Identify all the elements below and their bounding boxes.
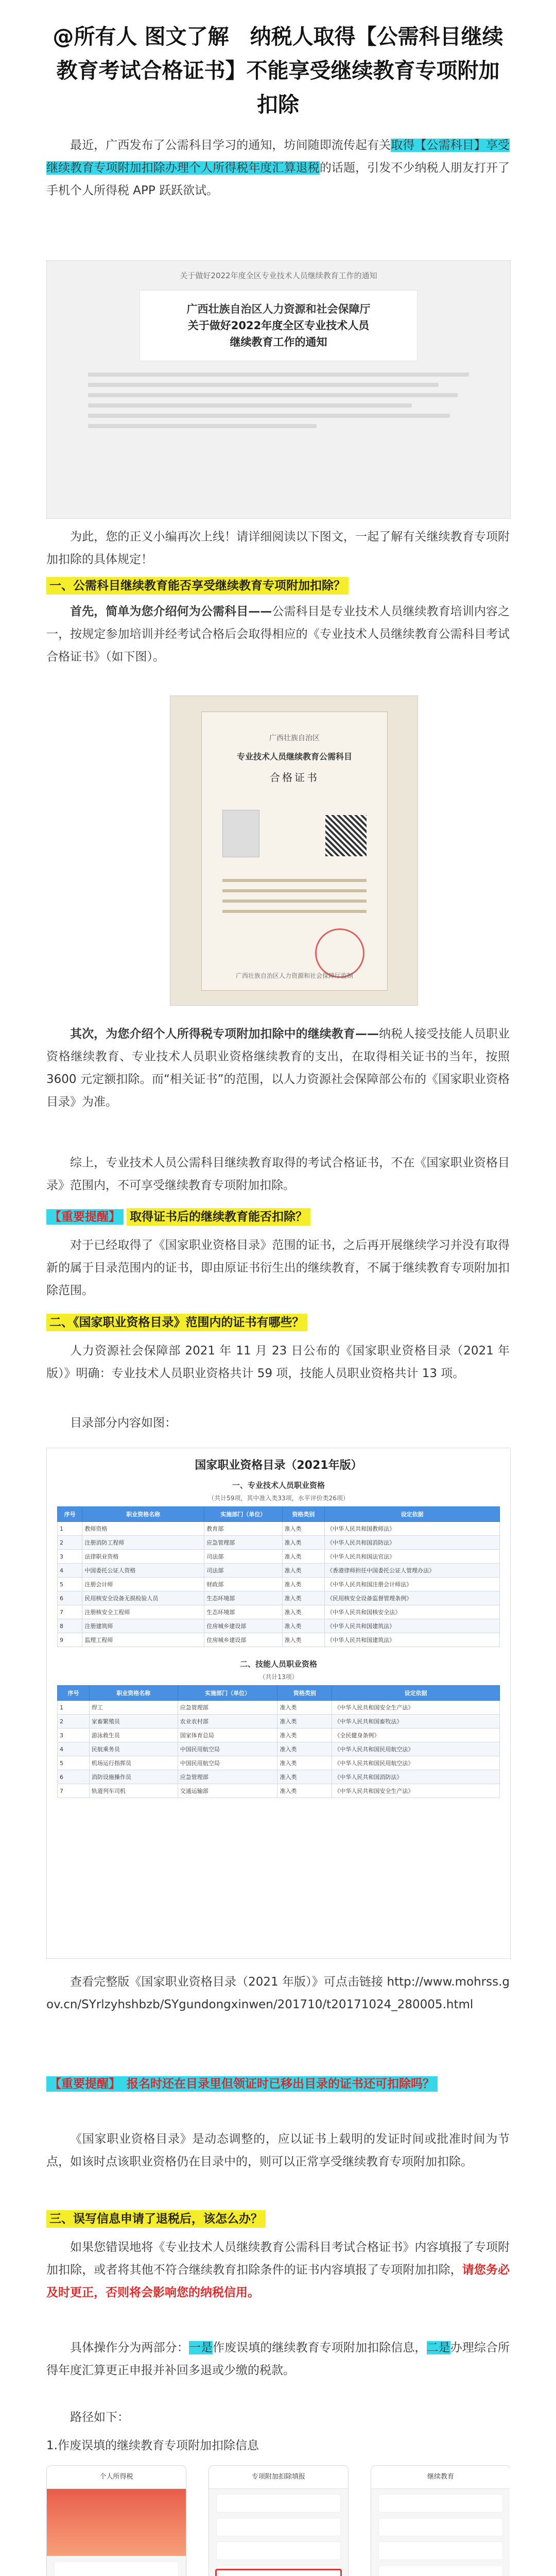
doc-body-lines (88, 372, 469, 428)
intro-text-end: 的话题，引发不少纳税人朋友打开了手机个人所得税 APP 跃跃欲试。 (46, 161, 510, 197)
table-header-cell: 职业资格名称 (89, 1686, 178, 1701)
table-cell: 1 (58, 1522, 82, 1536)
notice-document-image (46, 260, 511, 519)
table-cell: 《中华人民共和国法官法》 (325, 1550, 500, 1564)
table-cell: 《民用核安全设备监督管理条例》 (325, 1591, 500, 1605)
step-1-screenshots (46, 2465, 510, 2576)
table-header-cell: 实施部门（单位） (204, 1507, 282, 1522)
cert-photo (222, 810, 259, 857)
table-row (58, 1728, 500, 1742)
table-cell: 教育部 (204, 1522, 282, 1536)
tip-1: 【重要提醒】 取得证书后的继续教育能否扣除？ (46, 1206, 310, 1228)
table-cell: 法律职业资格 (82, 1550, 204, 1564)
table-cell: 焊工 (89, 1701, 178, 1715)
table-cell: 《中华人民共和国民用航空法》 (332, 1742, 500, 1756)
table-cell: 4 (58, 1564, 82, 1578)
qualification-table-image (46, 1448, 511, 1959)
table-cell: 监理工程师 (82, 1633, 204, 1647)
table-cell: 《中华人民共和国教师法》 (325, 1522, 500, 1536)
section-2-heading: 二、《国家职业资格目录》范围内的证书有哪些？ (46, 1311, 307, 1334)
table-cell: 中国民用航空局 (178, 1742, 277, 1756)
section-3-paragraph: 如果您错误地将《专业技术人员继续教育公需科目考试合格证书》内容填报了专项附加扣除，或者将其他不符合继续教育扣除条件的证书内容填报了专项附加扣除，请您务必及时更正，否则将会影响您的纳税信用。 (46, 2241, 510, 2299)
path-label: 路径如下： (70, 2411, 129, 2424)
table-cell: 《全民健身条例》 (332, 1728, 500, 1742)
table-row (58, 1522, 500, 1536)
table-cell: 《中华人民共和国建筑法》 (325, 1619, 500, 1633)
table-cell: 注册消防工程师 (82, 1536, 204, 1550)
link-paragraph[interactable]: 查看完整版《国家职业资格目录（2021 年版）》可点击链接 http://www.mohrss.gov.cn/SYrlzyhshbzb/SYgundongxinwen/201710/t20171024_280005.html (46, 1975, 510, 2011)
table-cell: 6 (58, 1591, 82, 1605)
table-cell: 7 (58, 1784, 90, 1798)
table-cell: 住房城乡建设部 (204, 1619, 282, 1633)
table-row (58, 1715, 500, 1728)
table-row (58, 1770, 500, 1784)
table-row (58, 1784, 500, 1798)
step-1-label: 1.作废误填的继续教育专项附加扣除信息 (46, 2439, 259, 2452)
table-cell: 注册核安全工程师 (82, 1605, 204, 1619)
table-header-cell: 实施部门（单位） (178, 1686, 277, 1701)
table-cell: 生态环境部 (204, 1591, 282, 1605)
doc-caption: 关于做好2022年度全区专业技术人员继续教育工作的通知 (180, 271, 377, 280)
section-1-paragraph-2: 其次，为您介绍个人所得税专项附加扣除中的继续教育——纳税人接受技能人员职业资格继续教育、专业技术人员职业资格继续教育的支出，在取得相关证书的当年，按照 3600 元定额扣除。而“相关证书”的范围，以人力资源社会保障部公布的《国家职业资格目录》为准。 (46, 1027, 510, 1109)
doc-line2: 关于做好2022年度全区专业技术人员 (187, 319, 370, 332)
table-cell: 应急管理部 (178, 1770, 277, 1784)
table-cell: 应急管理部 (204, 1536, 282, 1550)
table-cell: 《中华人民共和国核安全法》 (325, 1605, 500, 1619)
table-sub1: 一、专业技术人员职业资格 (232, 1481, 325, 1490)
cert-line2: 专业技术人员继续教育公需科目 (236, 752, 352, 761)
qr-code-icon (325, 815, 367, 856)
section-1-heading: 一、公需科目继续教育能否享受继续教育专项附加扣除？ (46, 574, 349, 597)
table-cell: 6 (58, 1770, 90, 1784)
table-cell: 财政部 (204, 1578, 282, 1591)
table-row (58, 1536, 500, 1550)
table-cell: 7 (58, 1605, 82, 1619)
table-row (58, 1619, 500, 1633)
table-row (58, 1578, 500, 1591)
table-1 (57, 1506, 500, 1647)
table-row (58, 1756, 500, 1770)
table-cell: 3 (58, 1550, 82, 1564)
table-cell: 2 (58, 1536, 82, 1550)
table-cell: 准入类 (282, 1619, 325, 1633)
phone-screen-2: 专项附加扣除填报 (208, 2465, 349, 2576)
table-cell: 国家体育总局 (178, 1728, 277, 1742)
table-cell: 生态环境部 (204, 1605, 282, 1619)
table-cell: 交通运输部 (178, 1784, 277, 1798)
doc-line1: 广西壮族自治区人力资源和社会保障厅 (186, 303, 371, 315)
table-cell: 民航乘务员 (89, 1742, 178, 1756)
article-title: @所有人 图文了解 纳税人取得【公需科目继续教育考试合格证书】不能享受继续教育专项附加扣除 (53, 24, 503, 117)
table-cell: 《中华人民共和国安全生产法》 (332, 1701, 500, 1715)
table-header-cell: 设定依据 (325, 1507, 500, 1522)
table-cell: 准入类 (282, 1578, 325, 1591)
table-cell: 准入类 (277, 1701, 332, 1715)
table-cell: 准入类 (282, 1522, 325, 1536)
intro-paragraph (46, 134, 510, 202)
table-cap2: （共计13项） (259, 1673, 298, 1681)
table-cell: 5 (58, 1578, 82, 1591)
table-cell: 《中华人民共和国消防法》 (332, 1770, 500, 1784)
table-cell: 《中华人民共和国注册会计师法》 (325, 1578, 500, 1591)
table-cell: 家畜繁殖员 (89, 1715, 178, 1728)
table-cell: 准入类 (282, 1564, 325, 1578)
table-cell: 准入类 (277, 1784, 332, 1798)
table-cell: 注册建筑师 (82, 1619, 204, 1633)
table-cell: 民用核安全设备无损检验人员 (82, 1591, 204, 1605)
table-cell: 准入类 (277, 1756, 332, 1770)
table-cell: 轨道列车司机 (89, 1784, 178, 1798)
table-cell: 准入类 (282, 1633, 325, 1647)
table-row (58, 1742, 500, 1756)
table-intro: 目录部分内容如图： (70, 1416, 177, 1430)
table-row (58, 1605, 500, 1619)
table-cell: 1 (58, 1701, 90, 1715)
table-cell: 《中华人民共和国民用航空法》 (332, 1756, 500, 1770)
table-header-cell: 职业资格名称 (82, 1507, 204, 1522)
table-cell: 机场运行指挥员 (89, 1756, 178, 1770)
cert-lines (222, 872, 367, 920)
phone-screen-3: 继续教育 (371, 2465, 510, 2576)
table-cell: 中国民用航空局 (178, 1756, 277, 1770)
table-cell: 《香港律师担任中国委托公证人管理办法》 (325, 1564, 500, 1578)
table-cell: 3 (58, 1728, 90, 1742)
table-cell: 准入类 (277, 1728, 332, 1742)
steps-paragraph: 具体操作分为两部分：一是作废误填的继续教育专项附加扣除信息，二是办理综合所得年度汇算更正申报并补回多退或少缴的税款。 (46, 2341, 510, 2377)
table-cell: 《中华人民共和国安全生产法》 (332, 1784, 500, 1798)
cert-footer: 广西壮族自治区人力资源和社会保障厅监制 (235, 972, 353, 979)
table-row (58, 1564, 500, 1578)
table-row (58, 1591, 500, 1605)
table-cell: 教师资格 (82, 1522, 204, 1536)
certificate-image (170, 696, 418, 1006)
table-cell: 准入类 (282, 1605, 325, 1619)
table-cell: 《中华人民共和国畜牧法》 (332, 1715, 500, 1728)
table-cell: 5 (58, 1756, 90, 1770)
table-header-cell: 序号 (58, 1507, 82, 1522)
table-cell: 准入类 (282, 1591, 325, 1605)
table-cell: 游泳救生员 (89, 1728, 178, 1742)
summary-paragraph: 综上，专业技术人员公需科目继续教育取得的考试合格证书，不在《国家职业资格目录》范围内，不可享受继续教育专项附加扣除。 (46, 1156, 510, 1192)
table-cell: 注册会计师 (82, 1578, 204, 1591)
table-cell: 准入类 (282, 1550, 325, 1564)
table-cell: 8 (58, 1619, 82, 1633)
table-cell: 2 (58, 1715, 90, 1728)
table-row (58, 1633, 500, 1647)
table-cell: 农业农村部 (178, 1715, 277, 1728)
table-header-cell: 序号 (58, 1686, 90, 1701)
table-cell: 司法部 (204, 1550, 282, 1564)
table-cell: 准入类 (277, 1742, 332, 1756)
table-cell: 9 (58, 1633, 82, 1647)
intro-2: 为此，您的正义小编再次上线！请详细阅读以下图文，一起了解有关继续教育专项附加扣除的具体规定！ (46, 530, 510, 566)
table-cap1: （共计59项，其中准入类33项，水平评价类26项） (208, 1495, 349, 1502)
intro-highlight: 取得【公需科目】享受继续教育专项附加扣除办理个人所得税年度汇算退税 (46, 139, 510, 175)
table-cell: 住房城乡建设部 (204, 1633, 282, 1647)
table-header-cell: 设定依据 (332, 1686, 500, 1701)
table-row (58, 1550, 500, 1564)
table-title: 国家职业资格目录（2021年版） (195, 1459, 362, 1472)
section-2-paragraph: 人力资源社会保障部 2021 年 11 月 23 日公布的《国家职业资格目录（2021 年版）》明确：专业技术人员职业资格共计 59 项，技能人员职业资格共计 13 项。 (46, 1344, 510, 1380)
tip-2: 【重要提醒】 报名时还在目录里但领证时已移出目录的证书还可扣除吗？ (46, 2071, 438, 2097)
table-cell: 应急管理部 (178, 1701, 277, 1715)
cert-line1: 广西壮族自治区 (269, 734, 320, 742)
table-cell: 准入类 (277, 1770, 332, 1784)
table-cell: 4 (58, 1742, 90, 1756)
table-cell: 《中华人民共和国消防法》 (325, 1536, 500, 1550)
intro-text: 最近，广西发布了公需科目学习的通知，坊间随即流传起有关 (70, 139, 391, 152)
table-cell: 准入类 (282, 1536, 325, 1550)
table-row (58, 1701, 500, 1715)
table-cell: 中国委托公证人资格 (82, 1564, 204, 1578)
table-2 (57, 1685, 500, 1798)
table-cell: 消防设施操作员 (89, 1770, 178, 1784)
phone-screen-1: 个人所得税 (46, 2465, 186, 2576)
doc-header (140, 290, 418, 361)
table-cell: 司法部 (204, 1564, 282, 1578)
section-1-paragraph: 首先，简单为您介绍何为公需科目——公需科目是专业技术人员继续教育培训内容之一，按规定参加培训并经考试合格后会取得相应的《专业技术人员继续教育公需科目考试合格证书》（如下图）。 (46, 605, 510, 664)
seal-icon (315, 928, 364, 978)
table-cell: 《中华人民共和国建筑法》 (325, 1633, 500, 1647)
section-3-heading: 三、误写信息申请了退税后，该怎么办？ (46, 2208, 266, 2230)
doc-line3: 继续教育工作的通知 (230, 336, 327, 348)
table-header-cell: 资格类别 (282, 1507, 325, 1522)
table-sub2: 二、技能人员职业资格 (239, 1659, 317, 1669)
table-cell: 准入类 (277, 1715, 332, 1728)
cert-line3: 合格证书 (270, 771, 319, 784)
tip-1-paragraph: 对于已经取得了《国家职业资格目录》范围的证书，之后再开展继续学习并没有取得新的属于目录范围内的证书，即由原证书衍生出的继续教育，不属于继续教育专项附加扣除范围。 (46, 1239, 510, 1297)
table-header-cell: 资格类别 (277, 1686, 332, 1701)
tip-2-paragraph: 《国家职业资格目录》是动态调整的，应以证书上载明的发证时间或批准时间为节点，如该时点该职业资格仍在目录中的，则可以正常享受继续教育专项附加扣除。 (46, 2132, 510, 2168)
